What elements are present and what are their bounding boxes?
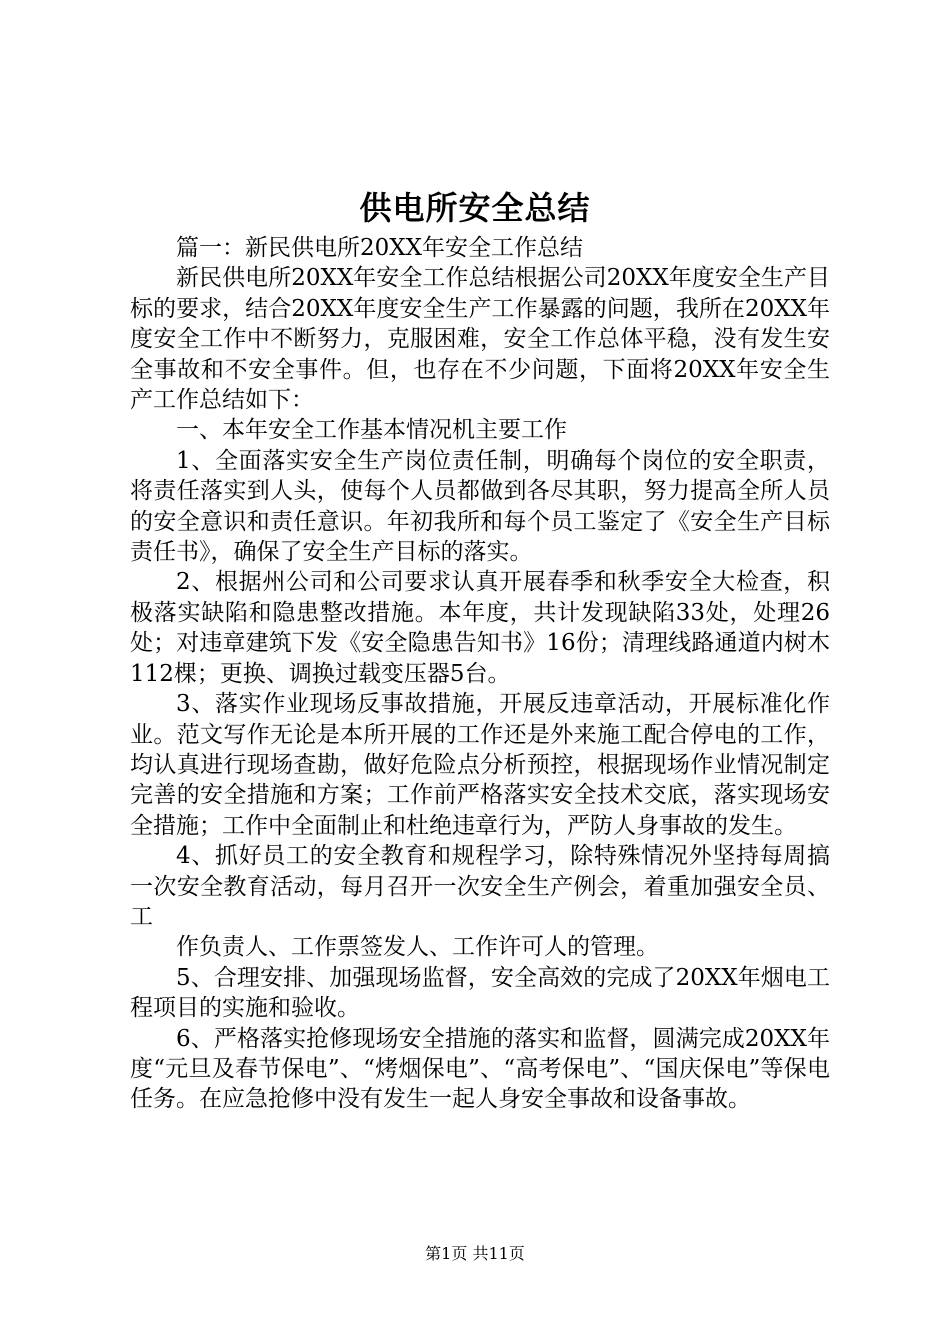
paragraph-item-6: 6、严格落实抢修现场安全措施的落实和监督，圆满完成20XX年度“元旦及春节保电”、“烤烟保电”、“高考保电”、“国庆保电”等保电任务。在应急抢修中没有发生一起人身安全事故和设备事故。 (130, 1025, 830, 1113)
document-body (130, 233, 830, 1115)
page-footer: 第1页 共11页 (425, 1244, 525, 1263)
paragraph-item-5: 5、合理安排、加强现场监督，安全高效的完成了20XX年烟电工程项目的实施和验收。 (130, 964, 830, 1022)
paragraph-item-4: 4、抓好员工的安全教育和规程学习，除特殊情况外坚持每周搞一次安全教育活动，每月召开一次安全生产例会，着重加强安全员、工 (130, 843, 830, 930)
document-title: 供电所安全总结 (359, 189, 591, 227)
paragraph-item-2: 2、根据州公司和公司要求认真开展春季和秋季安全大检查，积极落实缺陷和隐患整改措施。本年度，共计发现缺陷33处，处理26处；对违章建筑下发《安全隐患告知书》16份；清理线路通道内树木112棵；更换、调换过载变压器5台。 (130, 569, 830, 687)
paragraph-subheading: 一、本年安全工作基本情况机主要工作 (176, 417, 567, 444)
paragraph-item-1: 1、全面落实安全生产岗位责任制，明确每个岗位的安全职责，将责任落实到人头，使每个人员都做到各尽其职，努力提高全所人员的安全意识和责任意识。年初我所和每个员工鉴定了《安全生产目标责任书》，确保了安全生产目标的落实。 (130, 447, 830, 566)
paragraph-section-heading: 篇一：新民供电所20XX年安全工作总结 (176, 235, 584, 261)
paragraph-item-3: 3、落实作业现场反事故措施，开展反违章活动，开展标准化作业。范文写作无论是本所开展的工作还是外来施工配合停电的工作，均认真进行现场查勘，做好危险点分析预控，根据现场作业情况制定完善的安全措施和方案；工作前严格落实安全技术交底，落实现场安全措施；工作中全面制止和杜绝违章行为，严防人身事故的发生。 (130, 691, 830, 839)
paragraph-intro: 新民供电所20XX年安全工作总结根据公司20XX年度安全生产目标的要求，结合20XX年度安全生产工作暴露的问题，我所在20XX年度安全工作中不断努力，克服困难，安全工作总体平稳，没有发生安全事故和不安全事件。但，也存在不少问题，下面将20XX年安全生产工作总结如下： (130, 265, 830, 414)
paragraph-item-4-continued: 作负责人、工作票签发人、工作许可人的管理。 (176, 934, 659, 961)
